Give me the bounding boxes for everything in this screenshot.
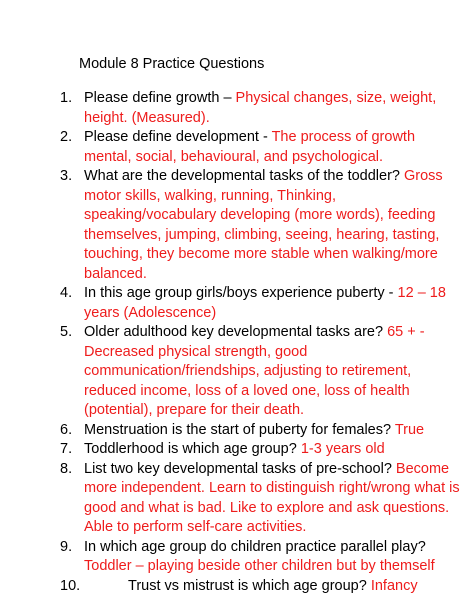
answer-text: True xyxy=(394,421,425,438)
list-item xyxy=(60,128,460,167)
answer-text: 65 + - Decreased physical strength, good communication/friendships, adjusting to retirement, reduced income, loss of a loved one, loss of health (potential), prepare for their death. xyxy=(84,324,425,418)
question-list xyxy=(60,89,460,596)
list-item xyxy=(60,421,460,441)
item-number: 4. xyxy=(60,285,73,301)
item-number: 3. xyxy=(60,168,73,184)
document-title: Module 8 Practice Questions xyxy=(79,56,265,72)
item-number: 10. xyxy=(60,577,81,594)
list-item xyxy=(60,89,460,128)
item-number: 7. xyxy=(60,441,73,457)
answer-text: Infancy xyxy=(370,577,418,594)
question-text: Trust vs mistrust is which age group? xyxy=(128,577,371,594)
question-text: Please define growth – xyxy=(84,90,236,106)
question-text: List two key developmental tasks of pre-school? xyxy=(84,460,396,477)
list-item xyxy=(60,538,460,577)
question-text: Menstruation is the start of puberty for females? xyxy=(84,421,395,438)
answer-text: Physical changes, size, weight, height. (Measured). xyxy=(84,90,437,126)
list-item xyxy=(60,323,460,421)
question-text: Toddlerhood is which age group? xyxy=(84,441,301,457)
list-item xyxy=(60,577,460,597)
question-text: What are the developmental tasks of the toddler? xyxy=(84,168,404,184)
item-number: 8. xyxy=(60,460,73,477)
list-item xyxy=(60,460,460,538)
item-number: 1. xyxy=(60,90,73,106)
list-item xyxy=(60,440,460,460)
question-text: Please define development - xyxy=(84,129,272,145)
answer-text: The process of growth mental, social, behavioural, and psychological. xyxy=(84,129,416,165)
item-number: 9. xyxy=(60,538,73,555)
answer-text: 12 – 18 years (Adolescence) xyxy=(84,285,446,321)
answer-text: Toddler – playing beside other children but by themself xyxy=(84,558,435,574)
item-number: 2. xyxy=(60,129,73,145)
list-item xyxy=(60,167,460,284)
answer-text: Gross motor skills, walking, running, Thinking, speaking/vocabulary developing (more words), feeding themselves, jumping, climbing, seeing, hearing, tasting, touching, they become more stable when walking/more balanced. xyxy=(84,168,443,282)
answer-text: Become more independent. Learn to distinguish right/wrong what is good and what is bad. Like to explore and ask questions. Able to perform self-care activities. xyxy=(84,460,460,535)
question-text: Older adulthood key developmental tasks are? xyxy=(84,324,388,340)
item-number: 5. xyxy=(60,324,73,340)
question-text: In which age group do children practice parallel play? xyxy=(84,538,426,555)
list-item xyxy=(60,284,460,323)
question-text: In this age group girls/boys experience puberty - xyxy=(84,285,398,301)
item-number: 6. xyxy=(60,421,73,438)
answer-text: 1-3 years old xyxy=(300,441,385,457)
